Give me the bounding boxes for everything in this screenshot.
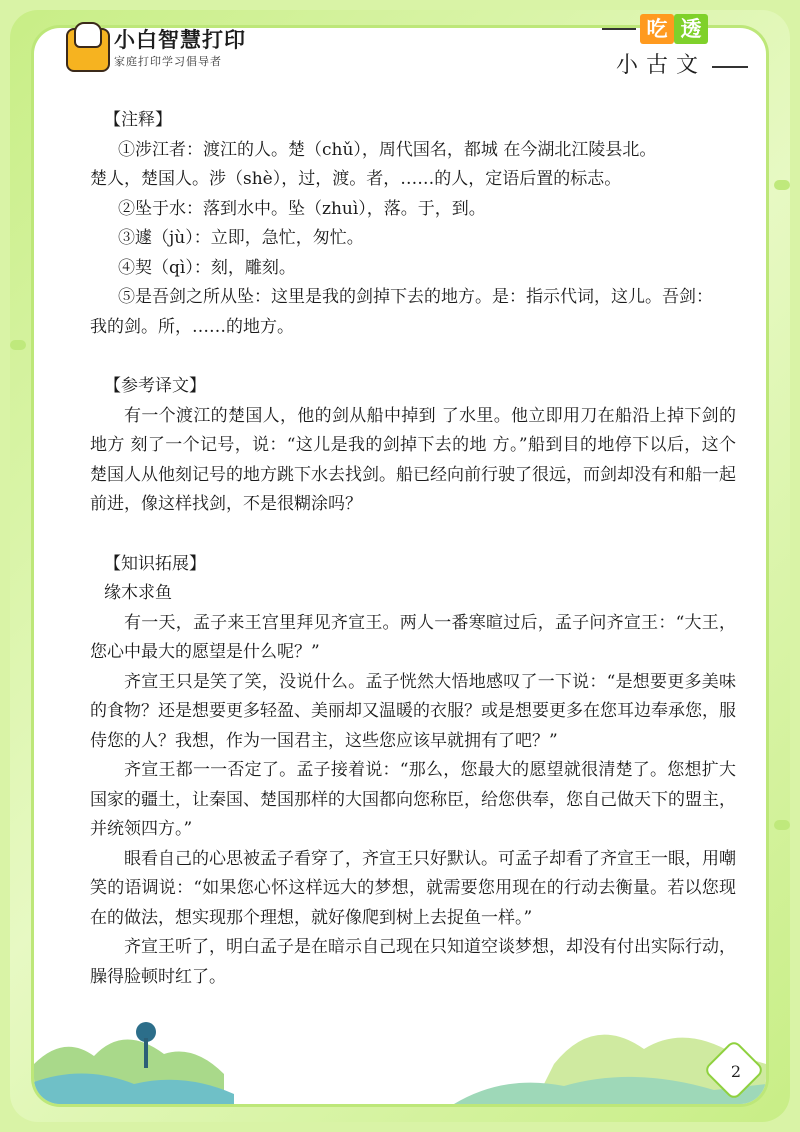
story-paragraph: 眼看自己的心思被孟子看穿了，齐宣王只好默认。可孟子却看了齐宣王一眼，用嘲笑的语调说：“如果您心怀这样远大的梦想，就需要您用现在的行动去衡量。若以您现在的做法，想实现那个理想，就好像爬到树上去捉鱼一样。” xyxy=(90,848,736,928)
translation-text: 有一个渡江的楚国人，他的剑从船中掉到 了水里。他立即用刀在船沿上掉下剑的地方 刻了一个记号，说：“这儿是我的剑掉下去的地 方。”船到目的地停下以后，这个楚国人从他刻记号的地方跳下水去找剑。船已经向前行驶了很远，而剑却没有和船一起前进，像这样找剑，不是很糊涂吗？ xyxy=(90,405,736,514)
story-paragraph: 齐宣王只是笑了笑，没说什么。孟子恍然大悟地感叹了一下说：“是想要更多美味的食物？还是想要更多轻盈、美丽却又温暖的衣服？或是想要更多在您耳边奉承您，服侍您的人？我想，作为一国君主，这些您应该早就拥有了吧？” xyxy=(90,671,736,751)
story-title: 缘木求鱼 xyxy=(104,583,172,603)
frame-decoration xyxy=(774,820,790,830)
spacer xyxy=(104,342,744,372)
note-item: ④契（qì）：刻，雕刻。 xyxy=(118,257,296,278)
logo-subtitle: 家庭打印学习倡导者 xyxy=(114,55,222,68)
bear-icon xyxy=(74,22,102,48)
brand-line xyxy=(712,66,748,68)
note-item: 楚人，楚国人。涉（shè），过，渡。者，……的人，定语后置的标志。 xyxy=(90,169,622,189)
note-item: 我的剑。所，……的地方。 xyxy=(90,316,294,337)
logo-title: 小白智慧打印 xyxy=(114,28,246,52)
figure-icon xyxy=(144,1038,148,1068)
story-paragraph: 齐宣王都一一否定了。孟子接着说：“那么，您最大的愿望就很清楚了。您想扩大国家的疆土，让秦国、楚国那样的大国都向您称臣，给您供奉，您自己做天下的盟主，并统领四方。” xyxy=(90,760,736,839)
notes-heading: 【注释】 xyxy=(104,110,172,130)
brand-line xyxy=(602,28,636,30)
page-number: 2 xyxy=(730,1062,742,1081)
spacer xyxy=(104,520,744,550)
brand-char-tou: 透 xyxy=(674,14,708,44)
mountains-illustration xyxy=(34,994,766,1104)
story-paragraph: 齐宣王听了，明白孟子是在暗示自己现在只知道空谈梦想，却没有付出实际行动，臊得脸顿时红了。 xyxy=(90,937,736,987)
frame-decoration xyxy=(774,180,790,190)
story-paragraph: 有一天，孟子来王宫里拜见齐宣王。两人一番寒暄过后，孟子问齐宣王：“大王，您心中最大的愿望是什么呢？” xyxy=(90,612,736,662)
brand-logo xyxy=(62,22,272,76)
note-item: ③遽（jù）：立即，急忙，匆忙。 xyxy=(118,228,364,248)
series-brand xyxy=(602,14,752,80)
note-item: ②坠于水：落到水中。坠（zhuì），落。于，到。 xyxy=(118,198,486,219)
translation-heading: 【参考译文】 xyxy=(104,376,206,396)
note-item: ⑤是吾剑之所从坠：这里是我的剑掉下去的地方。是：指示代词，这儿。吾剑： xyxy=(118,287,713,307)
main-content xyxy=(90,106,744,992)
landscape-decoration xyxy=(34,994,766,1104)
brand-subtitle: 小古文 xyxy=(616,53,707,78)
brand-char-chi: 吃 xyxy=(640,14,674,44)
note-item: ①涉江者：渡江的人。楚（chǔ），周代国名，都城 在今湖北江陵县北。 xyxy=(118,139,657,160)
frame-decoration xyxy=(10,340,26,350)
extension-heading: 【知识拓展】 xyxy=(104,553,206,574)
